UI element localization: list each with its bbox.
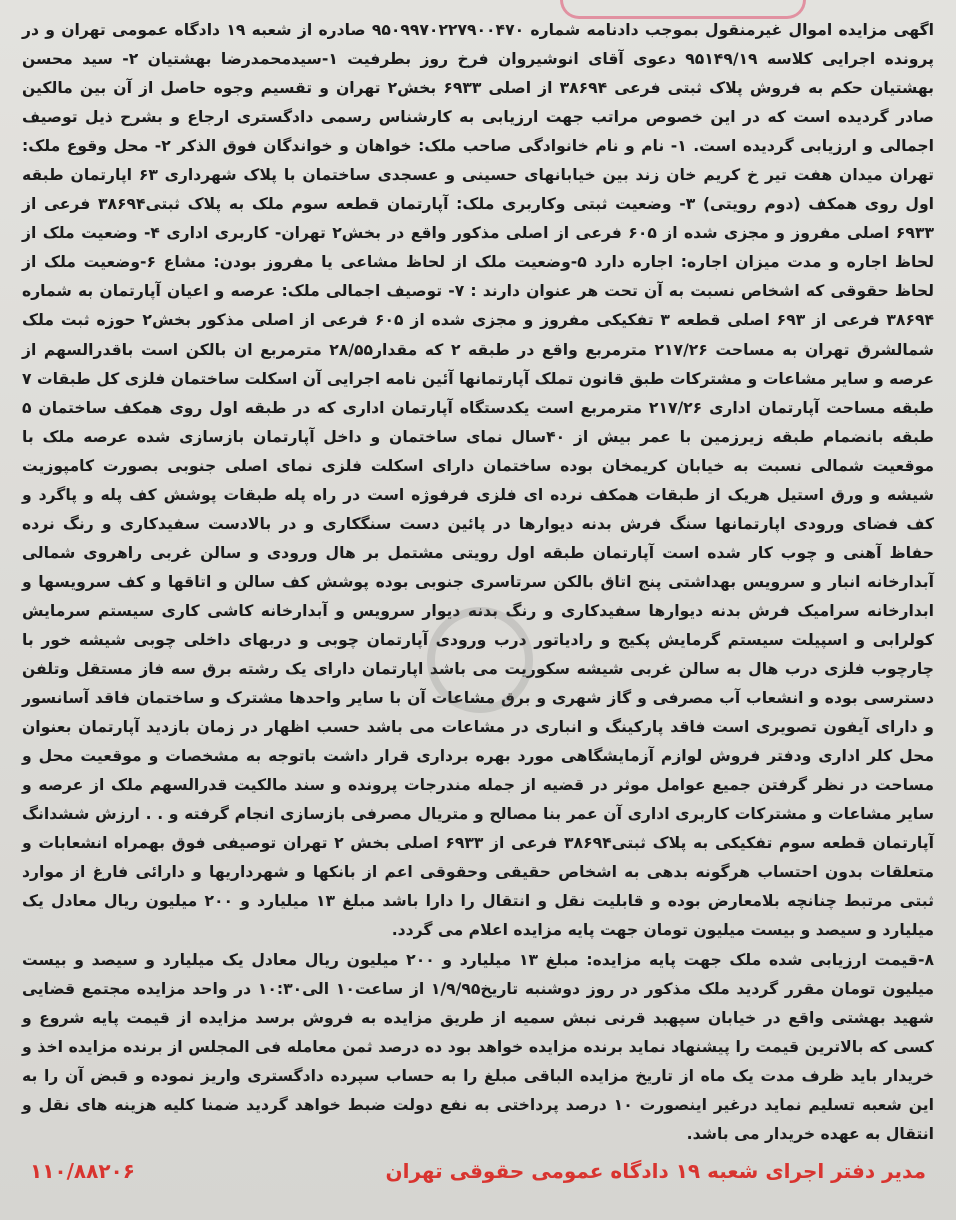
- reference-number: ۱۱۰/۸۸۲۰۶: [30, 1159, 135, 1183]
- notice-paragraph-2: ۸-قیمت ارزیابی شده ملک جهت پایه مزایده: مبلغ ۱۳ میلیارد و ۲۰۰ میلیون ریال معادل یک میلیارد و سیصد و بیست میلیون تومان مقرر گردید ملک مذکور در روز دوشنبه تاریخ۱/۹/۹۵ از ساعت۱۰ الی۱۰:۳۰ در واحد مزایده مجتمع قضایی شهید بهشتی واقع در خیابان سپهبد قرنی نبش سمیه از طریق مزایده به فروش برسد مزایده از قیمت پایه شروع و کسی که بالاترین قیمت را پیشنهاد نماید برنده مزایده خواهد بود ده درصد ثمن معامله فی المجلس از برنده مزایده اخذ و خریدار باید ظرف مدت یک ماه از تاریخ مزایده الباقی مبلغ را به حساب سپرده دادگستری واریز نموده و قبض آن را به این شعبه تسلیم نماید درغیر اینصورت ۱۰ درصد پرداختی به نفع دولت ضبط خواهد گردید ضمنا کلیه هزینه های نقل و انتقال به عهده خریدار می باشد.: [22, 950, 935, 1143]
- notice-footer: [30, 1154, 926, 1188]
- auction-notice: [22, 16, 934, 1149]
- signer-title: مدیر دفتر اجرای شعبه ۱۹ دادگاه عمومی حقوقی تهران: [385, 1159, 926, 1183]
- notice-paragraph-1: اگهی مزایده اموال غیرمنقول بموجب دادنامه شماره ۹۵۰۹۹۷۰۲۲۷۹۰۰۴۷۰ صادره از شعبه ۱۹ دادگاه عمومی تهران و در پرونده اجرایی کلاسه ۹۵۱۴۹/۱۹ دعوی آقای انوشیروان فرخ روز بطرفیت ۱-سیدمحمدرضا بهشتیان ۲- سید محسن بهشتیان حکم به فروش پلاک ثبتی فرعی ۳۸۶۹۴ از اصلی ۶۹۳۳ بخش۲ تهران و تقسیم وجوه حاصل از آن بین مالکین صادر گردیده است که در این خصوص مراتب جهت ارزیابی به کارشناس رسمی دادگستری ارجاع و بشرح ذیل توصیف اجمالی و ارزیابی گردیده است. ۱- نام و نام خانوادگی صاحب ملک: خواهان و خواندگان فوق الذکر ۲- محل وقوع ملک: تهران میدان هفت تیر خ کریم خان زند بین خیابانهای حسینی و عسجدی ساختمان با پلاک شهرداری ۶۳ اپارتمان طبقه اول روی همکف (دوم رویتی) ۳- وضعیت ثبتی وکاربری ملک: آپارتمان قطعه سوم ملک به پلاک ثبتی۳۸۶۹۴ فرعی از ۶۹۳۳ اصلی مفروز و مجزی شده از ۶۰۵ فرعی از اصلی مذکور واقع در بخش۲ تهران- کاربری اداری ۴- وضعیت ملک از لحاظ اجاره و مدت میزان اجاره: اجاره دارد ۵-وضعیت ملک از لحاظ مشاعی یا مفروز بودن: مشاع ۶-وضعیت ملک از لحاظ حقوقی که اشخاص نسبت به آن تحت هر عنوان دارند : ۷- توصیف اجمالی ملک: عرصه و اعیان آپارتمان به شماره ۳۸۶۹۴ فرعی از ۶۹۳ اصلی قطعه ۳ تفکیکی مفروز و مجزی شده از ۶۰۵ فرعی از اصلی مذکور بخش۲ حوزه ثبت ملک شمالشرق تهران به مساحت ۲۱۷/۲۶ مترمربع واقع در طبقه ۲ که مقدار۲۸/۵۵ مترمربع ان بالکن است باقدرالسهم از عرصه و سایر مشاعات و مشترکات طبق قانون تملک آپارتمانها آئین نامه اجرایی آن اسکلت ساختمان فلزی کل طبقات ۷ طبقه مساحت آپارتمان اداری ۲۱۷/۲۶ مترمربع است یکدستگاه آپارتمان اداری که در طبقه اول روی همکف ساختمان ۵ طبقه بانضمام طبقه زیرزمین با عمر بیش از ۴۰سال نمای ساختمان و داخل آپارتمان بازسازی شده عرصه ملک با موقعیت شمالی نسبت به خیابان کریمخان بوده ساختمان دارای اسکلت فلزی نمای اصلی جنوبی بصورت کامپوزیت شیشه و ورق استیل هریک از طبقات همکف نرده ای فلزی فرفوژه است در راه پله طبقات پوشش کف پله و پاگرد و کف فضای ورودی اپارتمانها سنگ فرش بدنه دیوارها در پائین دست سنگکاری و در بالادست سفیدکاری و رنگ نرده حفاظ آهنی و چوب کار شده است آپارتمان طبقه اول رویتی مشتمل بر هال ورودی و سالن غربی راهروی شمالی آبدارخانه انبار و سرویس بهداشتی پنج اتاق بالکن سرتاسری جنوبی بوده پوشش کف سالن و اتاقها و کف سرویسها و ابدارخانه سرامیک فرش بدنه دیوارها سفیدکاری و رنگ بدنه دیوار سرویس و آبدارخانه کاشی کاری سیستم سرمایش کولرابی و اسپیلت سیستم گرمایش پکیج و رادیاتور درب ورودی آپارتمان چوبی و دربهای داخلی چوبی شیشه خور با چارچوب فلزی درب هال به سالن غربی شیشه سکوریت می باشد اپارتمان دارای یک رشته برق سه فاز مستقل وتلفن دسترسی بوده و انشعاب آب مصرفی و گاز شهری و برق مشاعات آن با سایر واحدها مشترک و ساختمان فاقد آسانسور و دارای آیفون تصویری است فاقد پارکینگ و انباری در مشاعات می باشد حسب اظهار در زمان بازدید آپارتمان بعنوان محل کلر اداری ودفتر فروش لوازم آزمایشگاهی مورد بهره برداری قرار داشت باتوجه به مشخصات و موقعیت محل و مساحت در نظر گرفتن جمیع عوامل موثر در قضیه از جمله مندرجات پرونده و سند مالکیت قدرالسهم ملک از عرصه و سایر مشاعات و مشترکات کاربری اداری آن عمر بنا مصالح و متریال مصرفی بازسازی انجام گرفته و . . ارزش ششدانگ آپارتمان قطعه سوم تفکیکی به پلاک ثبتی۳۸۶۹۴ فرعی از ۶۹۳۳ اصلی بخش ۲ تهران توصیفی فوق بهمراه انشعابات و متعلقات بدون احتساب هرگونه بدهی به اشخاص حقیقی وحقوقی اعم از بانکها و شهرداریها و دارائی فارغ از موارد ثبتی مرتبط چنانچه بلامعارض بوده و قابلیت نقل و انتقال را دارا باشد مبلغ ۱۳ میلیارد و ۲۰۰ میلیون ریال معادل یک میلیارد و سیصد و بیست میلیون تومان جهت پایه مزایده اعلام می گردد.: [22, 21, 935, 940]
